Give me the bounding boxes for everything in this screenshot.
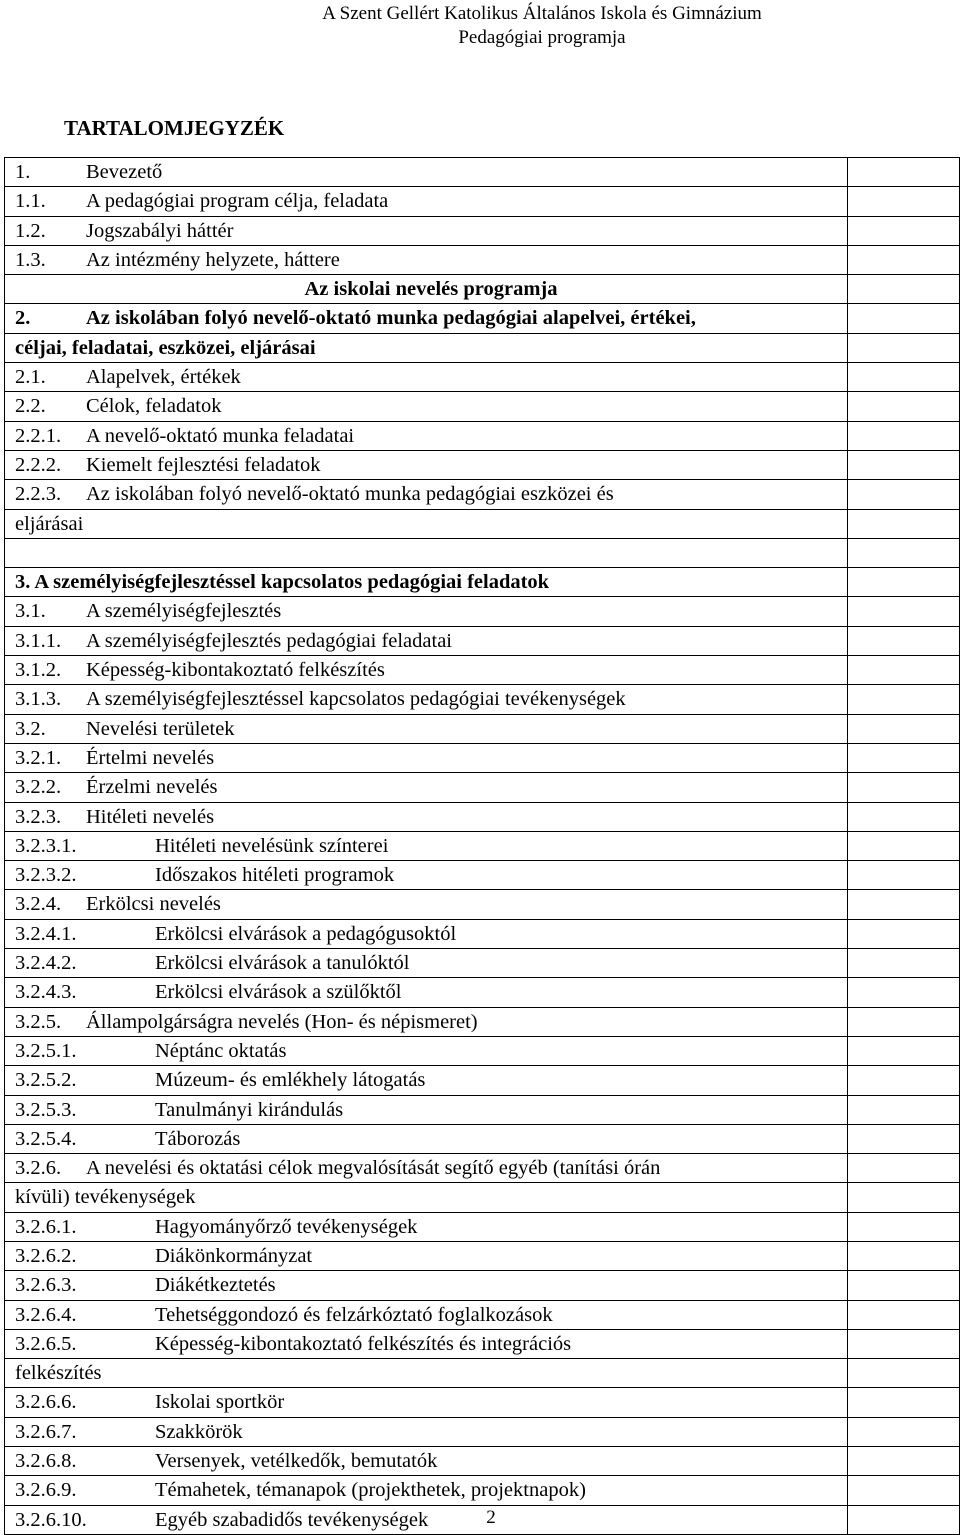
toc-entry xyxy=(5,187,848,216)
page-number: 2 xyxy=(486,1507,496,1528)
toc-entry xyxy=(5,1300,848,1329)
toc-entry-text: A személyiségfejlesztéssel kapcsolatos pedagógiai tevékenységek xyxy=(86,688,626,711)
toc-entry xyxy=(5,656,848,685)
toc-row xyxy=(5,773,960,802)
toc-row xyxy=(5,1183,960,1212)
toc-row xyxy=(5,1095,960,1124)
toc-entry-text: Időszakos hitéleti programok xyxy=(155,864,395,887)
toc-entry-text: Az intézmény helyzete, háttere xyxy=(86,248,340,271)
toc-entry xyxy=(5,773,848,802)
toc-row xyxy=(5,538,960,567)
toc-page-cell xyxy=(848,421,960,450)
toc-page-cell xyxy=(848,626,960,655)
toc-page-cell xyxy=(848,275,960,304)
toc-entry-number: 1.1. xyxy=(15,190,46,213)
toc-entry-number: 3.2.5.4. xyxy=(15,1127,77,1150)
toc-page-cell xyxy=(848,1476,960,1505)
toc-entry xyxy=(5,392,848,421)
toc-entry xyxy=(5,861,848,890)
toc-entry-text: Erkölcsi elvárások a szülőktől xyxy=(155,981,402,1004)
toc-page-cell xyxy=(848,949,960,978)
toc-entry xyxy=(5,1476,848,1505)
toc-entry-number: 3.2.6.6. xyxy=(15,1391,77,1414)
toc-page-cell xyxy=(848,568,960,597)
toc-entry-text: céljai, feladatai, eszközei, eljárásai xyxy=(15,336,316,359)
toc-row xyxy=(5,949,960,978)
toc-entry-text: Erkölcsi elvárások a pedagógusoktól xyxy=(155,922,457,945)
toc-page-cell xyxy=(848,363,960,392)
toc-entry xyxy=(5,1124,848,1153)
toc-entry-text: Erkölcsi elvárások a tanulóktól xyxy=(155,952,410,975)
toc-page-cell xyxy=(848,919,960,948)
toc-entry xyxy=(5,363,848,392)
toc-entry xyxy=(5,1007,848,1036)
toc-entry-number: 3.2.6.7. xyxy=(15,1420,77,1443)
toc-entry-number: 3.2.1. xyxy=(15,746,62,769)
toc-entry xyxy=(5,1066,848,1095)
toc-row xyxy=(5,597,960,626)
toc-page-cell xyxy=(848,890,960,919)
toc-title: TARTALOMJEGYZÉK xyxy=(64,116,285,140)
toc-entry-text: A személyiségfejlesztés pedagógiai feladatai xyxy=(86,629,452,652)
toc-entry xyxy=(5,685,848,714)
toc-entry-number: 3.1.1. xyxy=(15,629,62,652)
toc-entry-text: Az iskolában folyó nevelő-oktató munka pedagógiai alapelvei, értékei, xyxy=(86,307,696,330)
toc-row xyxy=(5,245,960,274)
toc-entry xyxy=(5,421,848,450)
toc-entry-text: Érzelmi nevelés xyxy=(86,776,218,799)
toc-row xyxy=(5,1154,960,1183)
toc-page-cell xyxy=(848,1036,960,1065)
toc-row xyxy=(5,158,960,187)
toc-page-cell xyxy=(848,450,960,479)
toc-row xyxy=(5,743,960,772)
toc-row xyxy=(5,1359,960,1388)
toc-page-cell xyxy=(848,1095,960,1124)
toc-page-cell xyxy=(848,1447,960,1476)
toc-entry xyxy=(5,1095,848,1124)
toc-entry-text: Tehetséggondozó és felzárkóztató foglalkozások xyxy=(155,1303,553,1326)
toc-entry-number: 3.2.6.9. xyxy=(15,1479,77,1502)
toc-entry-number: 2.2.2. xyxy=(15,453,62,476)
toc-entry-text: Diákönkormányzat xyxy=(155,1244,313,1267)
toc-page-cell xyxy=(848,392,960,421)
toc-entry-number: 3.2.5. xyxy=(15,1010,62,1033)
toc-entry-number: 3.2.4. xyxy=(15,893,62,916)
toc-entry-text: Hagyományőrző tevékenységek xyxy=(155,1215,418,1238)
toc-entry-text: Hitéleti nevelésünk színterei xyxy=(155,834,389,857)
toc-entry xyxy=(5,1388,848,1417)
toc-entry xyxy=(5,890,848,919)
toc-entry-number: 1. xyxy=(15,161,31,183)
toc-entry-text: Egyéb szabadidős tevékenységek xyxy=(155,1508,429,1531)
toc-entry-text: Célok, feladatok xyxy=(86,395,222,418)
toc-entry-number: 3.2.6.10. xyxy=(15,1508,87,1531)
toc-row xyxy=(5,480,960,509)
toc-entry-text xyxy=(15,542,20,564)
toc-entry xyxy=(5,1036,848,1065)
toc-page-cell xyxy=(848,773,960,802)
toc-entry-number: 3.2.4.1. xyxy=(15,922,77,945)
toc-entry xyxy=(5,626,848,655)
toc-row xyxy=(5,831,960,860)
toc-entry xyxy=(5,304,848,333)
toc-entry-number: 2.2.3. xyxy=(15,483,62,506)
toc-entry xyxy=(5,450,848,479)
toc-entry-number: 1.2. xyxy=(15,219,46,242)
toc-entry-text: felkészítés xyxy=(15,1362,102,1385)
toc-row xyxy=(5,802,960,831)
toc-page-cell xyxy=(848,1212,960,1241)
toc-entry-number: 3.2. xyxy=(15,717,46,740)
toc-page-cell xyxy=(848,1388,960,1417)
toc-entry-text: Tanulmányi kirándulás xyxy=(155,1098,344,1121)
toc-entry-text: Táborozás xyxy=(155,1127,241,1150)
toc-row xyxy=(5,275,960,304)
toc-page-cell xyxy=(848,685,960,714)
toc-entry-text: Kiemelt fejlesztési feladatok xyxy=(86,453,321,476)
toc-entry-number: 3.1. xyxy=(15,600,46,623)
toc-entry-number: 3.2.6.2. xyxy=(15,1244,77,1267)
toc-entry-number: 3.2.4.3. xyxy=(15,981,77,1004)
toc-row xyxy=(5,1036,960,1065)
toc-entry xyxy=(5,802,848,831)
toc-row xyxy=(5,187,960,216)
toc-row xyxy=(5,890,960,919)
toc-entry xyxy=(5,1359,848,1388)
toc-entry xyxy=(5,1417,848,1446)
toc-row xyxy=(5,1447,960,1476)
toc-page-cell xyxy=(848,802,960,831)
toc-entry xyxy=(5,1183,848,1212)
toc-entry xyxy=(5,333,848,362)
toc-entry-text: kívüli) tevékenységek xyxy=(15,1186,196,1209)
toc-page-cell xyxy=(848,1359,960,1388)
toc-entry xyxy=(5,949,848,978)
toc-page-cell xyxy=(848,831,960,860)
toc-entry xyxy=(5,1212,848,1241)
toc-entry xyxy=(5,714,848,743)
toc-entry-text: Múzeum- és emlékhely látogatás xyxy=(155,1069,426,1092)
toc-page-cell xyxy=(848,480,960,509)
toc-entry-number: 3.2.3.2. xyxy=(15,864,77,887)
header-doc: Pedagógiai programja xyxy=(458,27,626,48)
toc-row xyxy=(5,1241,960,1270)
toc-table xyxy=(4,157,960,1535)
toc-entry-number: 3.2.5.3. xyxy=(15,1098,77,1121)
toc-page-cell xyxy=(848,509,960,538)
toc-entry-number: 3.2.6.4. xyxy=(15,1303,77,1326)
toc-entry-text: eljárásai xyxy=(15,512,84,535)
toc-row xyxy=(5,1007,960,1036)
toc-row xyxy=(5,509,960,538)
toc-page-cell xyxy=(848,1124,960,1153)
toc-row xyxy=(5,919,960,948)
toc-entry-number: 3.2.6.3. xyxy=(15,1274,77,1297)
toc-entry-number: 3.2.5.1. xyxy=(15,1039,77,1062)
toc-page-cell xyxy=(848,158,960,187)
toc-entry xyxy=(5,568,848,597)
toc-row xyxy=(5,1476,960,1505)
toc-row xyxy=(5,714,960,743)
toc-entry-number: 1.3. xyxy=(15,248,46,271)
toc-entry xyxy=(5,1241,848,1270)
toc-page-cell xyxy=(848,656,960,685)
toc-row xyxy=(5,1329,960,1358)
toc-row xyxy=(5,333,960,362)
toc-entry-number: 3.2.2. xyxy=(15,776,62,799)
toc-row xyxy=(5,656,960,685)
toc-entry-number: 3.2.3.1. xyxy=(15,834,77,857)
toc-row xyxy=(5,363,960,392)
toc-entry-number: 3.2.6.8. xyxy=(15,1450,77,1473)
toc-page-cell xyxy=(848,1300,960,1329)
toc-entry-text: Versenyek, vetélkedők, bemutatók xyxy=(155,1450,438,1473)
toc-entry-text: A nevelési és oktatási célok megvalósítását segítő egyéb (tanítási órán xyxy=(86,1157,661,1180)
header-school: A Szent Gellért Katolikus Általános Iskola és Gimnázium xyxy=(322,3,762,24)
toc-entry xyxy=(5,275,848,304)
toc-page-cell xyxy=(848,1007,960,1036)
toc-page-cell xyxy=(848,245,960,274)
toc-entry xyxy=(5,1329,848,1358)
toc-entry-text: Iskolai sportkör xyxy=(155,1391,285,1414)
page-header xyxy=(0,2,960,50)
toc-entry xyxy=(5,919,848,948)
toc-row xyxy=(5,1066,960,1095)
toc-entry-text: Értelmi nevelés xyxy=(86,746,215,769)
toc-entry xyxy=(5,158,848,187)
toc-entry-text: Az iskolában folyó nevelő-oktató munka pedagógiai eszközei és xyxy=(86,483,614,506)
toc-page-cell xyxy=(848,1241,960,1270)
toc-entry-text: Erkölcsi nevelés xyxy=(86,893,221,916)
toc-row xyxy=(5,450,960,479)
toc-entry-number: 2. xyxy=(15,307,31,330)
toc-row xyxy=(5,626,960,655)
toc-row xyxy=(5,978,960,1007)
toc-page-cell xyxy=(848,1271,960,1300)
toc-entry-number: 3.2.5.2. xyxy=(15,1069,77,1092)
toc-entry-number: 2.2. xyxy=(15,395,46,418)
toc-entry xyxy=(5,1154,848,1183)
toc-row xyxy=(5,1417,960,1446)
toc-page-cell xyxy=(848,333,960,362)
toc-row xyxy=(5,861,960,890)
toc-entry-text: Szakkörök xyxy=(155,1420,243,1443)
toc-entry xyxy=(5,216,848,245)
toc-entry-text: Alapelvek, értékek xyxy=(86,366,241,389)
toc-entry xyxy=(5,597,848,626)
toc-row xyxy=(5,1271,960,1300)
toc-page-cell xyxy=(848,216,960,245)
toc-row xyxy=(5,1388,960,1417)
toc-row xyxy=(5,421,960,450)
toc-entry-text: Állampolgárságra nevelés (Hon- és népismeret) xyxy=(86,1010,478,1033)
toc-entry-text: Az iskolai nevelés programja xyxy=(304,278,558,301)
toc-entry-text: Diákétkeztetés xyxy=(155,1274,276,1297)
toc-page-cell xyxy=(848,743,960,772)
toc-page-cell xyxy=(848,1066,960,1095)
toc-page-cell xyxy=(848,714,960,743)
toc-page-cell xyxy=(848,1417,960,1446)
toc-entry-text: A pedagógiai program célja, feladata xyxy=(86,190,389,213)
toc-entry xyxy=(5,831,848,860)
toc-page-cell xyxy=(848,978,960,1007)
toc-row xyxy=(5,1300,960,1329)
toc-entry-number: 2.2.1. xyxy=(15,424,62,447)
toc-entry-text: Képesség-kibontakoztató felkészítés xyxy=(86,659,385,682)
toc-page-cell xyxy=(848,597,960,626)
toc-entry-number: 3.1.2. xyxy=(15,659,62,682)
toc-entry xyxy=(5,1271,848,1300)
toc-page-cell xyxy=(848,1329,960,1358)
toc-row xyxy=(5,1124,960,1153)
toc-entry-text: A nevelő-oktató munka feladatai xyxy=(86,424,355,447)
toc-entry-number: 3.2.6.5. xyxy=(15,1332,77,1355)
toc-entry xyxy=(5,245,848,274)
toc-row xyxy=(5,392,960,421)
toc-entry-number: 3.2.6.1. xyxy=(15,1215,77,1238)
toc-entry-number: 3.2.6. xyxy=(15,1157,62,1180)
toc-entry-text: 3. A személyiségfejlesztéssel kapcsolatos pedagógiai feladatok xyxy=(15,571,550,594)
toc-page-cell xyxy=(848,538,960,567)
toc-entry xyxy=(5,509,848,538)
toc-entry-number: 3.1.3. xyxy=(15,688,62,711)
toc-page-cell xyxy=(848,304,960,333)
toc-entry xyxy=(5,743,848,772)
toc-row xyxy=(5,568,960,597)
toc-page-cell xyxy=(848,187,960,216)
toc-entry-number: 3.2.3. xyxy=(15,805,62,828)
toc-entry xyxy=(5,1447,848,1476)
toc-row xyxy=(5,304,960,333)
toc-entry xyxy=(5,480,848,509)
toc-entry-number: 3.2.4.2. xyxy=(15,952,77,975)
toc-page-cell xyxy=(848,1183,960,1212)
toc-entry-text: Képesség-kibontakoztató felkészítés és integrációs xyxy=(155,1332,572,1355)
toc-entry-text: A személyiségfejlesztés xyxy=(86,600,282,623)
toc-page-cell xyxy=(848,861,960,890)
toc-entry xyxy=(5,538,848,567)
toc-row xyxy=(5,216,960,245)
toc-entry-text: Nevelési területek xyxy=(86,717,235,740)
toc-entry-number: 2.1. xyxy=(15,366,46,389)
toc-entry-text: Bevezető xyxy=(86,161,163,183)
toc-entry xyxy=(5,978,848,1007)
toc-row xyxy=(5,685,960,714)
toc-page-cell xyxy=(848,1154,960,1183)
toc-entry-text: Jogszabályi háttér xyxy=(86,219,234,242)
toc-entry-text: Témahetek, témanapok (projekthetek, projektnapok) xyxy=(155,1479,586,1502)
toc-row xyxy=(5,1212,960,1241)
toc-entry-text: Néptánc oktatás xyxy=(155,1039,287,1062)
toc-entry-text: Hitéleti nevelés xyxy=(86,805,215,828)
